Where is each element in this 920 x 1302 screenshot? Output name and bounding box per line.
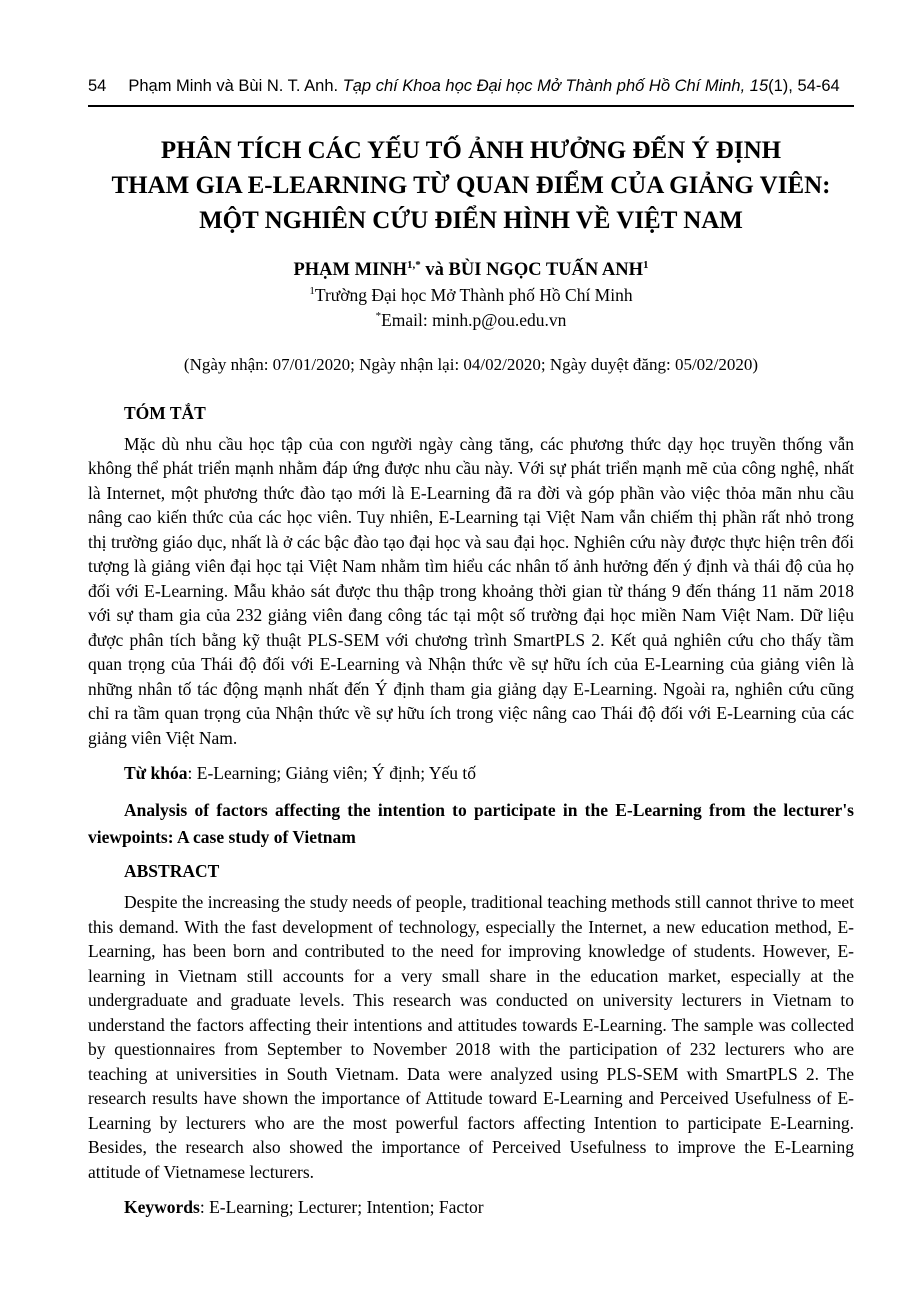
english-abstract-paragraph: Despite the increasing the study needs of people, traditional teaching methods still cannot thrive to meet this demand. With the fast development of technology, especially the Internet, a new education method, E-Learning, has been born and contributed to the need for improving knowledge of students. However, E-learning in Vietnam still accounts for a very small share in the education market, especially at the undergraduate and graduate levels. This research was conducted on university lecturers in Vietnam to understand the factors affecting their intentions and attitudes towards E-Learning. The sample was collected by questionnaires from September to November 2018 with the participation of 232 lecturers who are teaching at universities in South Vietnam. Data were analyzed using PLS-SEM with SmartPLS 2. The research results have shown the importance of Attitude toward E-Learning and Perceived Usefulness of E-Learning by lecturers who are the most powerful factors affecting Intention to participate E-Learning. Besides, the research also showed the importance of Perceived Usefulness to improve the E-Learning attitude of Vietnamese lecturers. [88, 892, 854, 1182]
author-1-name: PHẠM MINH [293, 259, 408, 280]
english-keywords-text: : E-Learning; Lecturer; Intention; Factor [199, 1197, 484, 1218]
journal-title-volume: Tạp chí Khoa học Đại học Mở Thành phố Hồ Chí Minh, 15 [342, 77, 769, 95]
english-abstract-heading: ABSTRACT [124, 861, 220, 882]
article-title [88, 133, 854, 238]
author-1-affiliation-mark: 1,* [407, 258, 421, 271]
article-title-line-2: THAM GIA E-LEARNING TỪ QUAN ĐIỂM CỦA GIẢNG VIÊN: [111, 171, 831, 199]
affiliation-text: Trường Đại học Mở Thành phố Hồ Chí Minh [314, 284, 633, 305]
author-2-name: BÙI NGỌC TUẤN ANH [448, 259, 643, 280]
article-page [88, 0, 854, 1218]
running-head-authors: Phạm Minh và Bùi N. T. Anh. [128, 77, 339, 95]
affiliation-line [88, 285, 854, 306]
english-keywords-line [88, 1197, 854, 1218]
vietnamese-abstract-paragraph: Mặc dù nhu cầu học tập của con người ngày càng tăng, các phương thức dạy học truyền thống vẫn không thể phát triển mạnh nhằm đáp ứng được nhu cầu này. Với sự phát triển mạnh mẽ của công nghệ, nhất là Internet, một phương thức đào tạo mới là E-Learning đã ra đời và góp phần vào việc thỏa mãn nhu cầu nâng cao kiến thức của các học viên. Tuy nhiên, E-Learning tại Việt Nam vẫn chiếm thị phần rất nhỏ trong thị trường giáo dục, nhất là ở các bậc đào tạo đại học và sau đại học. Nghiên cứu này được thực hiện trên đối tượng là giảng viên đại học tại Việt Nam nhằm tìm hiểu các nhân tố ảnh hưởng đến ý định và thái độ của họ đối với E-Learning. Mẫu khảo sát được thu thập trong khoảng thời gian từ tháng 9 đến tháng 11 năm 2018 với sự tham gia của 232 giảng viên đang công tác tại một số trường đại học miền Nam Việt Nam. Dữ liệu được phân tích bằng kỹ thuật PLS-SEM với chương trình SmartPLS 2. Kết quả nghiên cứu cho thấy tầm quan trọng của Thái độ đối với E-Learning và Nhận thức về sự hữu ích của E-Learning của giảng viên là những nhân tố tác động mạnh nhất đến Ý định tham gia giảng dạy E-Learning. Ngoài ra, nghiên cứu cũng chỉ ra tầm quan trọng của Nhận thức về sự hữu ích trong việc nâng cao Thái độ đối với E-Learning của các giảng viên Việt Nam. [88, 433, 854, 748]
vietnamese-abstract-heading: TÓM TẮT [124, 402, 206, 423]
article-title-line-1: PHÂN TÍCH CÁC YẾU TỐ ẢNH HƯỞNG ĐẾN Ý ĐỊNH [160, 136, 782, 164]
authors-connector: và [425, 259, 444, 280]
english-title: Analysis of factors affecting the intention to participate in the E-Learning from the lecturer's viewpoints: A case study of Vietnam [88, 800, 854, 848]
page-number: 54 [88, 77, 107, 95]
email-line [88, 310, 854, 331]
authors-line [88, 260, 854, 281]
english-keywords-label: Keywords [124, 1197, 200, 1218]
submission-dates: (Ngày nhận: 07/01/2020; Ngày nhận lại: 04/02/2020; Ngày duyệt đăng: 05/02/2020) [183, 354, 759, 374]
vietnamese-keywords-line [88, 763, 854, 784]
email-text: Email: minh.p@ou.edu.vn [381, 309, 567, 330]
author-2-affiliation-mark: 1 [643, 258, 649, 271]
affiliation-mark: 1 [309, 284, 315, 297]
vietnamese-keywords-label: Từ khóa [124, 763, 188, 784]
email-mark: * [375, 309, 382, 322]
article-title-line-3: MỘT NGHIÊN CỨU ĐIỂN HÌNH VỀ VIỆT NAM [199, 206, 743, 234]
running-head [88, 76, 854, 107]
issue-pages: (1), 54-64 [768, 77, 840, 95]
vietnamese-keywords-text: : E-Learning; Giảng viên; Ý định; Yếu tố [187, 763, 477, 784]
